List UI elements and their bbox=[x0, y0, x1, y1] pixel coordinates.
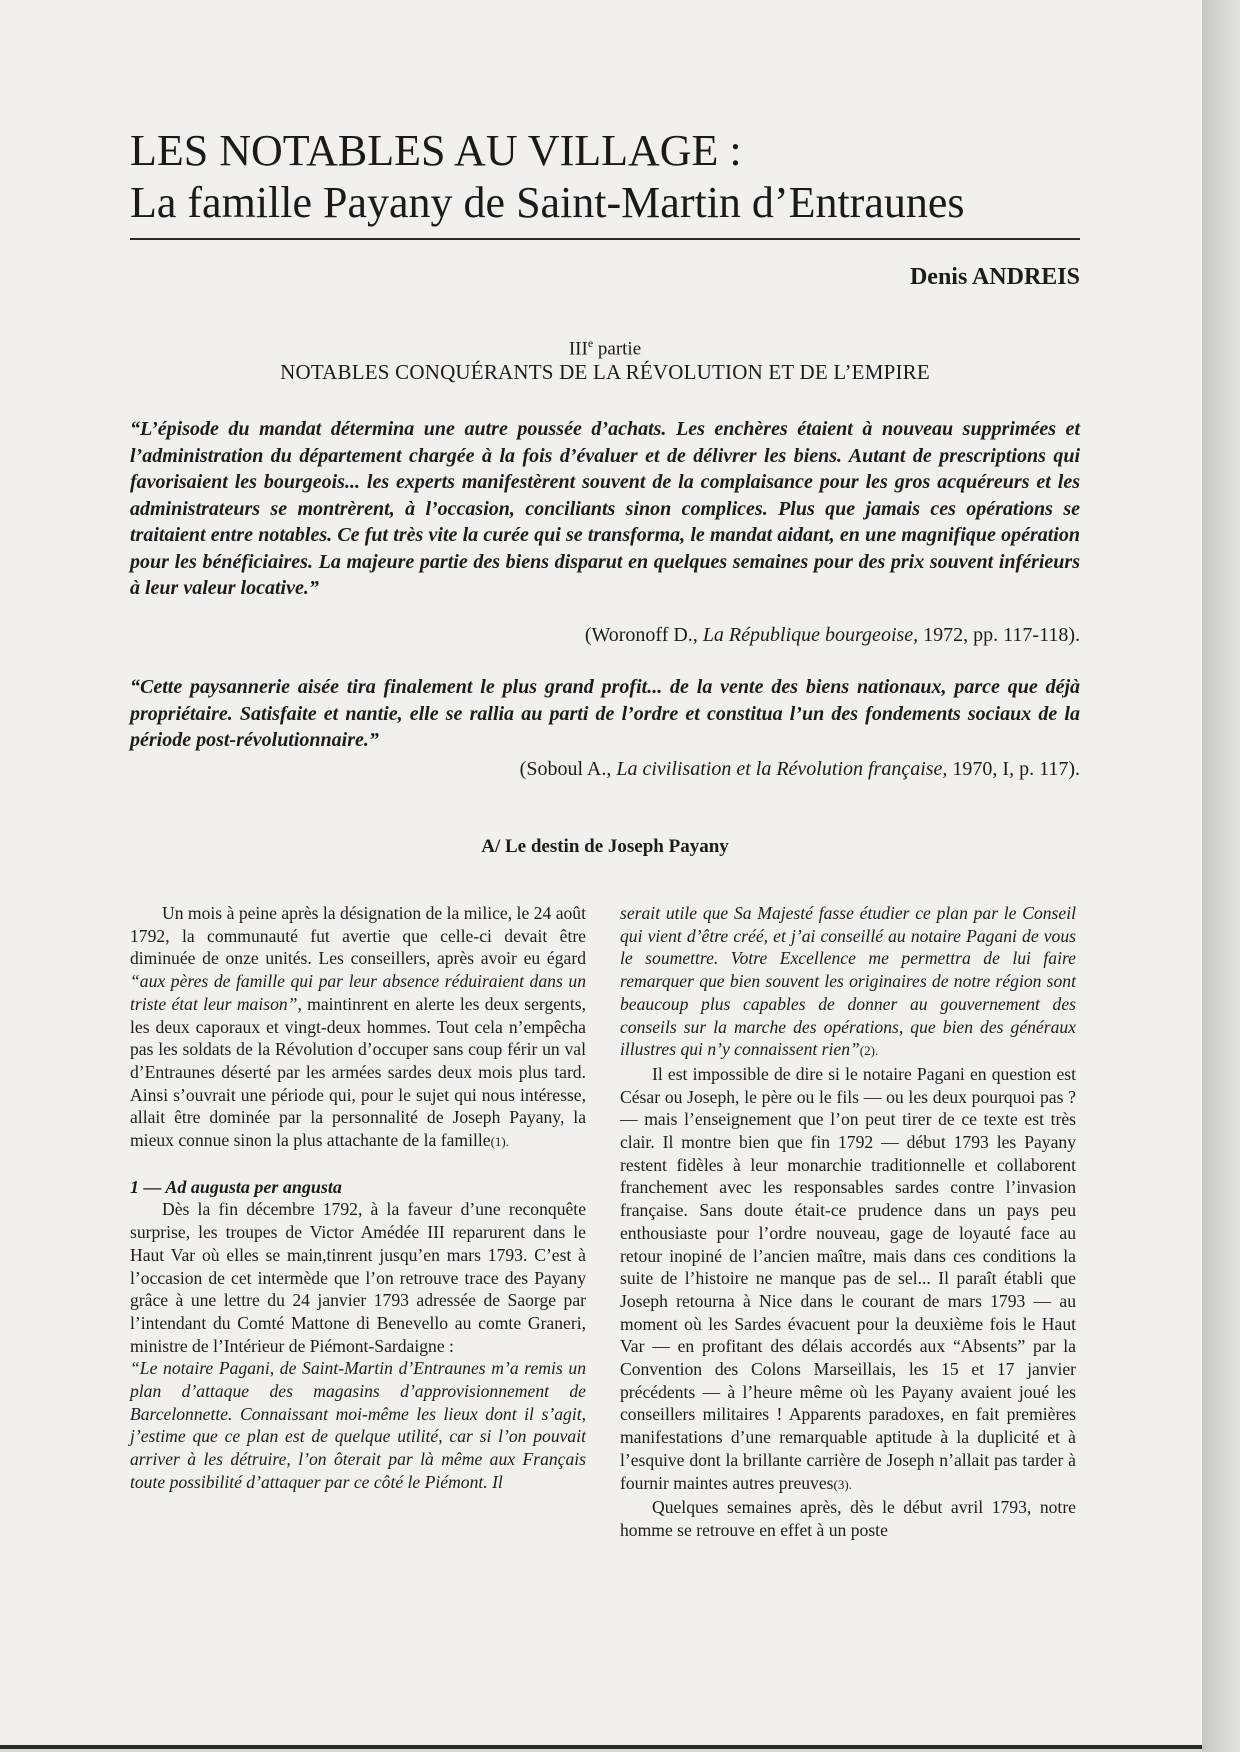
epigraph-1-citation bbox=[130, 624, 1080, 647]
citation-work: La civilisation et la Révolution française, bbox=[616, 758, 948, 780]
footnote-ref: (3). bbox=[833, 1476, 852, 1492]
epigraph-2: “Cette paysannerie aisée tira finalement le plus grand profit... de la vente des biens nationaux, parce que déjà propriétaire. Satisfaite et nantie, elle se rallia au parti de l’ordre et constitua l’un des fondements sociaux de la période post-révolutionnaire.” bbox=[130, 676, 1080, 751]
part-number: III bbox=[568, 338, 588, 360]
paragraph-text: , maintinrent en alerte les deux sergents, les deux caporaux et vingt-deux hommes. Tout cela n’empêcha pas les soldats de la Révolution d’occuper sans coup férir un val d’Entraunes déserté par les armées sardes deux mois plus tard. Ainsi s’ouvrait une période qui, pour le sujet qui nous intéresse, allait être dominée par la personnalité de Joseph Payany, la mieux connue sinon la plus attachante de la famille bbox=[130, 993, 586, 1151]
scan-edge bbox=[1202, 0, 1240, 1752]
paragraph-text: Il est impossible de dire si le notaire Pagani en question est César ou Joseph, le père ou le fils — ou les deux pourquoi pas ? — mais l’enseignement que l’on peut tirer de ce texte est très clair. Il montre bien que fin 1792 — début 1793 les Payany restent fidèles à leur monarchie traditionnelle et collaborent franchement avec les responsables sardes contre l’invasion française. Sans doute était-ce prudence dans un pays peu enthousiaste pour l’ordre nouveau, gage de loyauté face au retour inopiné de l’ancien maître, mais dans ces conditions la suite de l’histoire ne manque pas de sel... Il paraît établi que Joseph retourna à Nice dans le courant de mars 1793 — au moment où les Sardes évacuent pour la deuxième fois le Haut Var — en profitant des délais accordés aux “Absents” par la Convention des Colons Marseillais, les 15 et 17 janvier précédents — à l’heure même où les Payany avaient joué les conseillers militaires ! Apparents paradoxes, en fait premières manifestations d’une remarquable aptitude à la duplicité et à l’esquive dont la brillante carrière de Joseph n’allait pas tarder à fournir maintes autres preuves bbox=[620, 1063, 1076, 1493]
part-superscript: e bbox=[587, 336, 594, 350]
epigraph-1: “L’épisode du mandat détermina une autre poussée d’achats. Les enchères étaient à nouveau supprimées et l’administration du département chargée à la fois d’évaluer et de délivrer les biens. Autant de prescriptions qui favorisaient les bourgeois... les experts manifestèrent souvent de la complaisance pour les gros acquéreurs et les administrateurs se montrèrent, à l’occasion, conciliants sinon complices. Plus que jamais ces opérations se traitaient entre notables. Ce fut très vite la curée qui se transforma, le mandat aidant, en une magnifique opération pour les bénéficiaires. La majeure partie des biens disparut en quelques semaines pour des prix souvent inférieurs à leur valeur locative.” bbox=[130, 418, 1080, 599]
title-line-1: LES NOTABLES AU VILLAGE : bbox=[130, 126, 742, 175]
citation-author: (Soboul A., bbox=[519, 758, 617, 780]
epigraph-2-citation bbox=[130, 758, 1080, 781]
paragraph: Dès la fin décembre 1792, à la faveur d’une reconquête surprise, les troupes de Victor Amédée III reparurent dans le Haut Var où elles se main,tinrent jusqu’en mars 1793. C’est à l’occasion de cet intermède que l’on retrouve trace des Payany grâce à une lettre du 24 janvier 1793 adressée de Saorge par l’intendant du Comté Mattone di Benevello au comte Graneri, ministre de l’Intérieur de Piémont-Sardaigne : bbox=[130, 1199, 586, 1356]
paragraph: Quelques semaines après, dès le début avril 1793, notre homme se retrouve en effet à un poste bbox=[620, 1497, 1076, 1540]
article-title bbox=[130, 125, 1090, 229]
right-column bbox=[620, 902, 1076, 1542]
left-column bbox=[130, 902, 586, 1494]
part-title: NOTABLES CONQUÉRANTS DE LA RÉVOLUTION ET DE L’EMPIRE bbox=[280, 360, 930, 384]
paragraph bbox=[130, 902, 586, 1154]
citation-details: 1972, pp. 117-118). bbox=[918, 624, 1080, 646]
part-label bbox=[130, 336, 1080, 360]
part-word: partie bbox=[593, 338, 642, 360]
title-line-2: La famille Payany de Saint-Martin d’Entraunes bbox=[130, 178, 965, 227]
paragraph-text: Un mois à peine après la désignation de la milice, le 24 août 1792, la communauté fut avertie que celle-ci devait être diminuée de onze unités. Les conseillers, après avoir eu égard bbox=[130, 903, 586, 969]
footnote-ref: (2). bbox=[859, 1043, 879, 1059]
paragraph bbox=[620, 1063, 1076, 1496]
author: Denis ANDREIS bbox=[909, 264, 1080, 290]
subsection-heading: 1 — Ad augusta per angusta bbox=[130, 1176, 342, 1197]
citation-author: (Woronoff D., bbox=[584, 624, 703, 646]
inline-quote: serait utile que Sa Majesté fasse étudier ce plan par le Conseil qui vient d’être créé, et j’ai conseillé au notaire Pagani de vous le soumettre. Votre Excellence me permettra de lui faire remarquer que bien souvent les originaires de notre région sont beaucoup plus capables de donner au gouvernement des conseils sur la marche des opérations, que bien des généraux illustres qui n’y connaissent rien” bbox=[620, 903, 1076, 1060]
footnote-ref: (1). bbox=[490, 1134, 509, 1150]
section-title: A/ Le destin de Joseph Payany bbox=[481, 836, 729, 857]
citation-work: La République bourgeoise, bbox=[702, 624, 919, 646]
quoted-letter-continued bbox=[620, 902, 1076, 1063]
title-divider bbox=[130, 238, 1080, 240]
inline-quote: “aux pères de famille qui par leur absence réduiraient dans un triste état leur maison” bbox=[130, 971, 586, 1014]
quoted-letter: “Le notaire Pagani, de Saint-Martin d’Entraunes m’a remis un plan d’attaque des magasins d’approvisionnement de Barcelonnette. Connaissant moi-même les lieux dont il s’agit, j’estime que ce plan est de quelque utilité, car si l’on pouvait arriver à les détruire, l’on ôterait par là même aux Français toute possibilité d’attaquer par ce côté le Piémont. Il bbox=[130, 1358, 586, 1492]
citation-details: 1970, I, p. 117). bbox=[947, 758, 1080, 780]
